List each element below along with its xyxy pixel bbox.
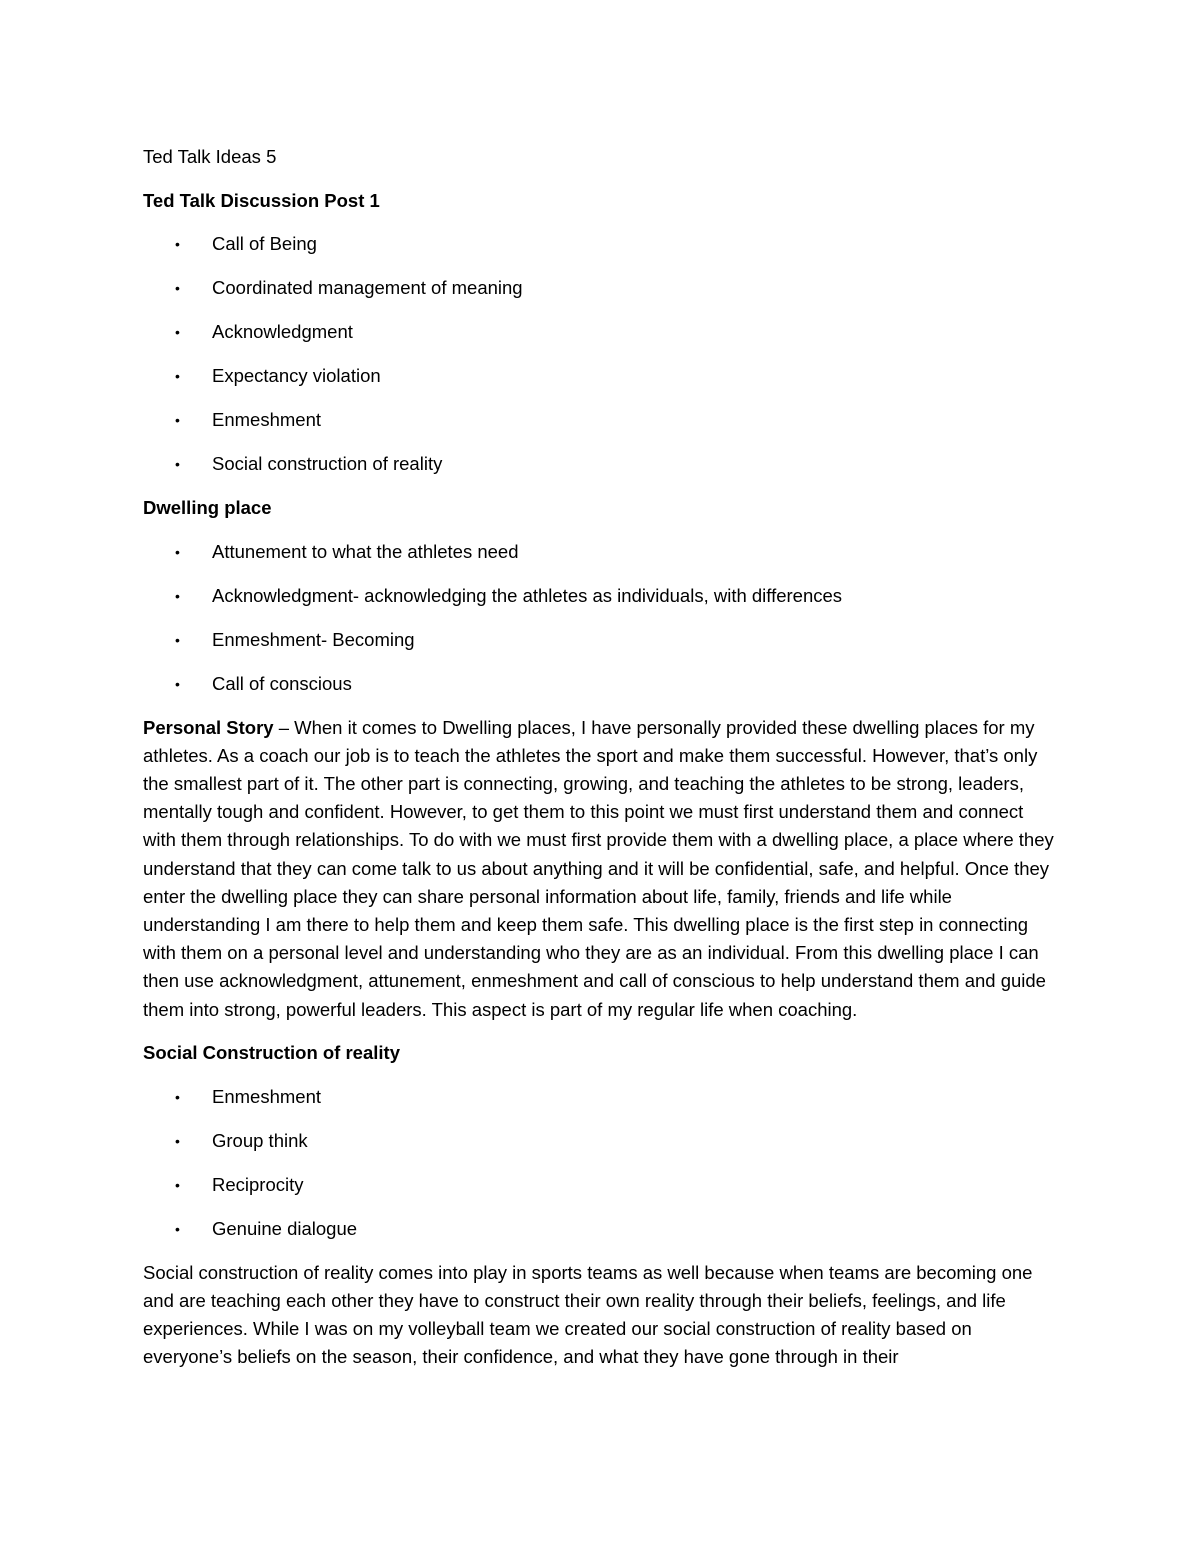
section-heading-dwelling-place: Dwelling place: [143, 497, 272, 519]
list-item-text: Attunement to what the athletes need: [212, 540, 519, 562]
bullet-icon: •: [175, 280, 180, 297]
bullet-icon: •: [175, 1176, 180, 1193]
document-title: Ted Talk Discussion Post 1: [143, 189, 380, 211]
document-body: [143, 143, 1058, 1387]
list-item: [143, 626, 1058, 654]
list-item-text: Group think: [212, 1129, 308, 1151]
bullet-icon: •: [175, 368, 180, 385]
list-item: [143, 1171, 1058, 1199]
bullet-icon: •: [175, 324, 180, 341]
bullet-icon: •: [175, 631, 180, 648]
list-item: [143, 1127, 1058, 1155]
list-item-text: Call of Being: [212, 233, 317, 255]
bullet-icon: •: [175, 543, 180, 560]
list-item-text: Enmeshment: [212, 1085, 321, 1107]
bullet-icon: •: [175, 1220, 180, 1237]
list-item: [143, 362, 1058, 390]
social-construction-paragraph: Social construction of reality comes into play in sports teams as well because when teams are becoming one and are teaching each other they have to construct their own reality through their beliefs, feelings, and life experiences. While I was on my volleyball team we created our social construction of reality based on everyone’s beliefs on the season, their confidence, and what they have gone through in their: [143, 1261, 1033, 1368]
list-item: [143, 538, 1058, 566]
list-item: [143, 230, 1058, 258]
bullet-list-concepts: [143, 230, 1058, 478]
list-item: [143, 582, 1058, 610]
list-item: [143, 1083, 1058, 1111]
bullet-icon: •: [175, 456, 180, 473]
personal-story-paragraph: [143, 714, 1058, 1024]
list-item: [143, 274, 1058, 302]
list-item: [143, 318, 1058, 346]
bullet-list-social-construction: [143, 1083, 1058, 1243]
list-item-text: Enmeshment: [212, 409, 321, 431]
list-item: [143, 670, 1058, 698]
bullet-list-dwelling-place: [143, 538, 1058, 698]
bullet-icon: •: [175, 1088, 180, 1105]
personal-story-lead: Personal Story: [143, 716, 274, 738]
bullet-icon: •: [175, 587, 180, 604]
list-item-text: Social construction of reality: [212, 453, 443, 475]
list-item-text: Expectancy violation: [212, 365, 381, 387]
list-item: [143, 406, 1058, 434]
list-item-text: Enmeshment- Becoming: [212, 628, 415, 650]
bullet-icon: •: [175, 236, 180, 253]
personal-story-text: – When it comes to Dwelling places, I have personally provided these dwelling places for my athletes. As a coach our job is to teach the athletes the sport and make them successful. However, that’s only the smallest part of it. The other part is connecting, growing, and teaching the athletes to be strong, leaders, mentally tough and confident. However, to get them to this point we must first understand them and connect with them through relationships. To do with we must first provide them with a dwelling place, a place where they understand that they can come talk to us about anything and it will be confidential, safe, and helpful. Once they enter the dwelling place they can share personal information about life, family, friends and life while understanding I am there to help them and keep them safe. This dwelling place is the first step in connecting with them on a personal level and understanding who they are as an individual. From this dwelling place I can then use acknowledgment, attunement, enmeshment and call of conscious to help understand them and guide them into strong, powerful leaders. This aspect is part of my regular life when coaching.: [143, 716, 1054, 1020]
bullet-icon: •: [175, 1132, 180, 1149]
bullet-icon: •: [175, 412, 180, 429]
list-item-text: Coordinated management of meaning: [212, 277, 523, 299]
list-item-text: Acknowledgment: [212, 321, 353, 343]
section-heading-social-construction: Social Construction of reality: [143, 1042, 400, 1064]
bullet-icon: •: [175, 675, 180, 692]
list-item: [143, 450, 1058, 478]
list-item-text: Genuine dialogue: [212, 1217, 358, 1239]
list-item-text: Acknowledgment- acknowledging the athletes as individuals, with differences: [212, 584, 843, 606]
list-item: [143, 1215, 1058, 1243]
list-item-text: Call of conscious: [212, 672, 352, 694]
document-header: Ted Talk Ideas 5: [143, 146, 277, 167]
list-item-text: Reciprocity: [212, 1173, 304, 1195]
